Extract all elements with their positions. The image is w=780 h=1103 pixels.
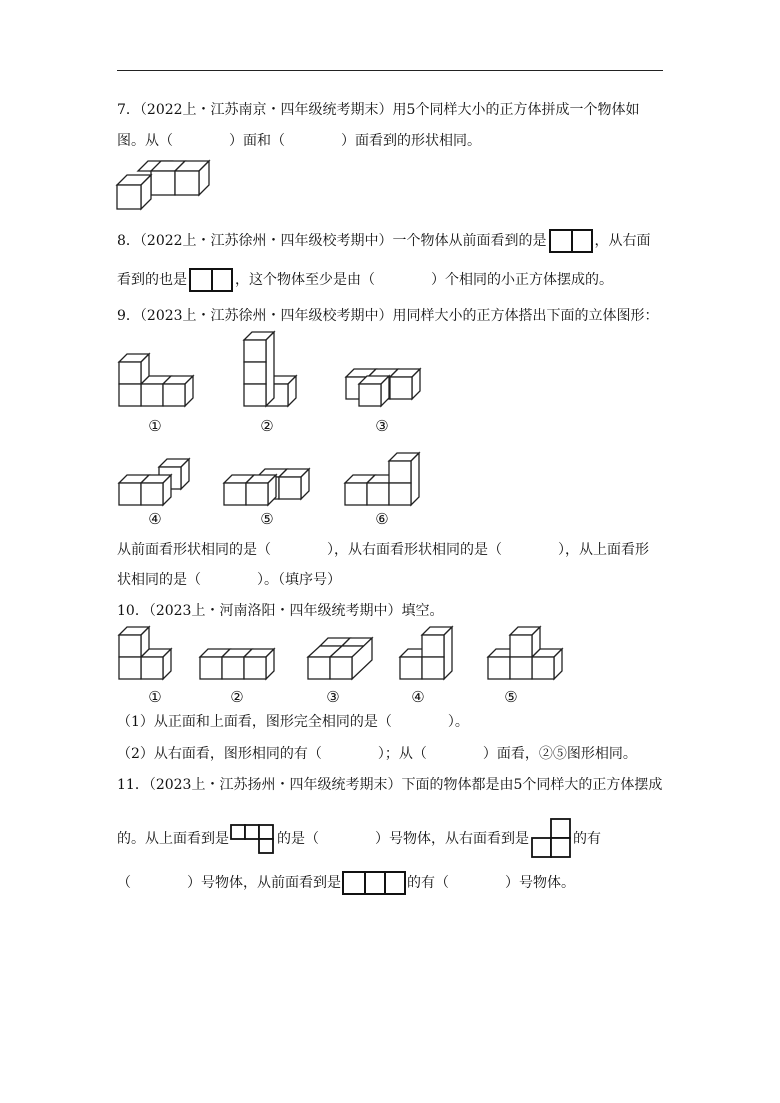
q9-label-3: ③ <box>375 417 389 435</box>
q8-line-1: 8．（2022上・江苏徐州・四年级校考期中）一个物体从前面看到的是 ，从右面 <box>117 229 651 253</box>
q10-line-3: （2）从右面看，图形相同的有（ ）；从（ ）面看，②⑤图形相同。 <box>117 746 637 762</box>
q9-figure-4 <box>110 455 200 510</box>
q11-front-view-icon <box>342 871 406 895</box>
q9-figure-1 <box>110 350 200 415</box>
q10-figure-3 <box>299 634 379 684</box>
q9-label-4: ④ <box>148 510 162 528</box>
q11-top-view-icon <box>230 822 276 856</box>
q7-line-2: 图。从（ ）面和（ ）面看到的形状相同。 <box>117 133 481 149</box>
q9-line-1: 9．（2023上・江苏徐州・四年级校考期中）用同样大小的正方体搭出下面的立体图形： <box>117 308 659 324</box>
q9-figure-3 <box>337 362 427 417</box>
q10-label-5: ⑤ <box>504 688 518 706</box>
q7-line-1: 7．（2022上・江苏南京・四年级统考期末）用5个同样大小的正方体拼成一个物体如 <box>117 102 640 118</box>
q10-figure-2 <box>191 640 281 685</box>
q9-label-2: ② <box>260 417 274 435</box>
q10-label-4: ④ <box>411 688 425 706</box>
q9-label-1: ① <box>148 417 162 435</box>
q10-label-1: ① <box>148 688 162 706</box>
q8-front-view-icon <box>549 229 593 253</box>
q10-label-3: ③ <box>326 688 340 706</box>
q9-line-2: 从前面看形状相同的是（ ），从右面看形状相同的是（ ），从上面看形 <box>117 542 649 558</box>
q9-line-3: 状相同的是（ ）。（填序号） <box>117 572 341 588</box>
q8-right-view-icon <box>189 268 233 292</box>
header-rule <box>117 70 663 71</box>
q9-label-5: ⑤ <box>260 510 274 528</box>
q9-label-6: ⑥ <box>375 510 389 528</box>
q9-figure-5 <box>215 462 315 507</box>
q10-figure-5 <box>479 622 569 687</box>
q9-figure-2 <box>235 330 305 415</box>
q10-figure-1 <box>110 622 180 687</box>
q8-line-2: 看到的也是 ，这个物体至少是由（ ）个相同的小正方体摆成的。 <box>117 268 613 292</box>
q11-line-2: 的。从上面看到是 的是（ ）号物体，从右面看到是 的有 <box>117 818 601 860</box>
q10-line-2: （1）从正面和上面看，图形完全相同的是（ ）。 <box>117 714 469 730</box>
q9-figure-6 <box>336 445 426 510</box>
q11-line-3: （ ）号物体，从前面看到是 的有（ ）号物体。 <box>117 871 575 895</box>
q7-cube-figure <box>110 150 220 220</box>
q11-line-1: 11．（2023上・江苏扬州・四年级统考期末）下面的物体都是由5个同样大的正方体摆成 <box>117 777 663 793</box>
q10-figure-4 <box>391 622 461 687</box>
q10-label-2: ② <box>230 688 244 706</box>
q10-line-1: 10．（2023上・河南洛阳・四年级统考期中）填空。 <box>117 603 444 619</box>
q11-right-view-icon <box>530 818 572 860</box>
